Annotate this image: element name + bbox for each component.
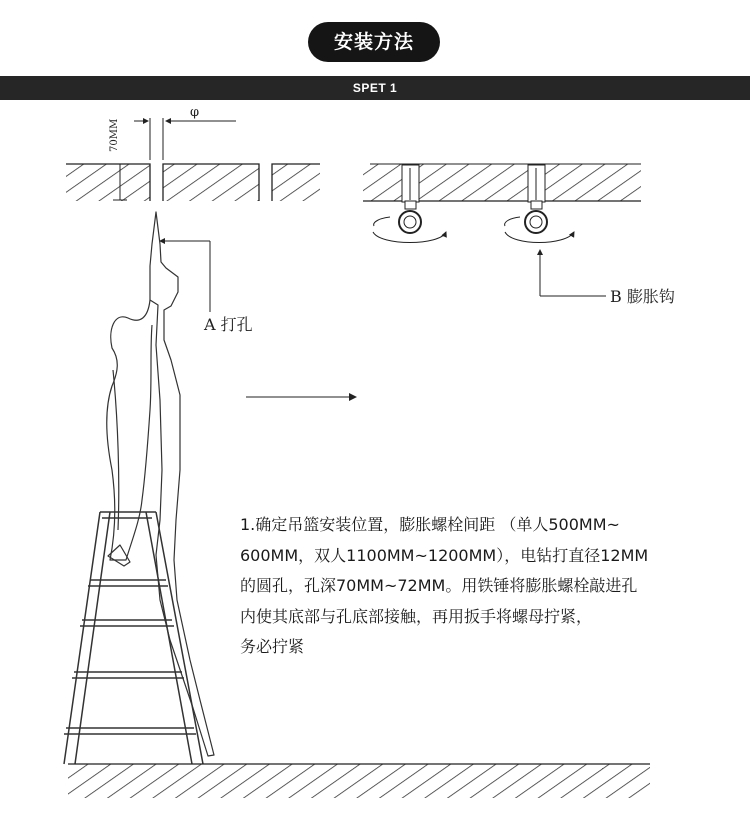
instruction-line: 务必拧紧	[240, 637, 305, 656]
instruction-text	[240, 510, 735, 663]
instruction-line: 的圆孔，孔深70MM~72MM。用铁锤将膨胀螺栓敲进孔	[240, 576, 638, 595]
label-expansion-hook: B 膨胀钩	[610, 287, 675, 306]
instruction-line: 600MM，双人1100MM~1200MM），电钻打直径12MM	[240, 545, 649, 565]
step-ladder	[64, 512, 203, 764]
leader-a	[160, 241, 253, 334]
ceiling-left	[66, 164, 320, 201]
step-bar: SPET 1	[0, 76, 750, 100]
diameter-dimension-label: φ	[190, 105, 200, 120]
worker-with-drill	[107, 212, 214, 756]
depth-dimension-label: 70MM	[109, 118, 120, 152]
section-title: 安装方法	[308, 22, 440, 62]
instruction-line: 1.确定吊篮安装位置，膨胀螺栓间距 （单人500MM~	[240, 515, 620, 534]
floor	[68, 764, 650, 798]
leader-b	[540, 250, 675, 306]
instruction-line: 内使其底部与孔底部接触，再用扳手将螺母拧紧，	[240, 606, 593, 626]
label-drill-hole: A 打孔	[204, 315, 253, 334]
